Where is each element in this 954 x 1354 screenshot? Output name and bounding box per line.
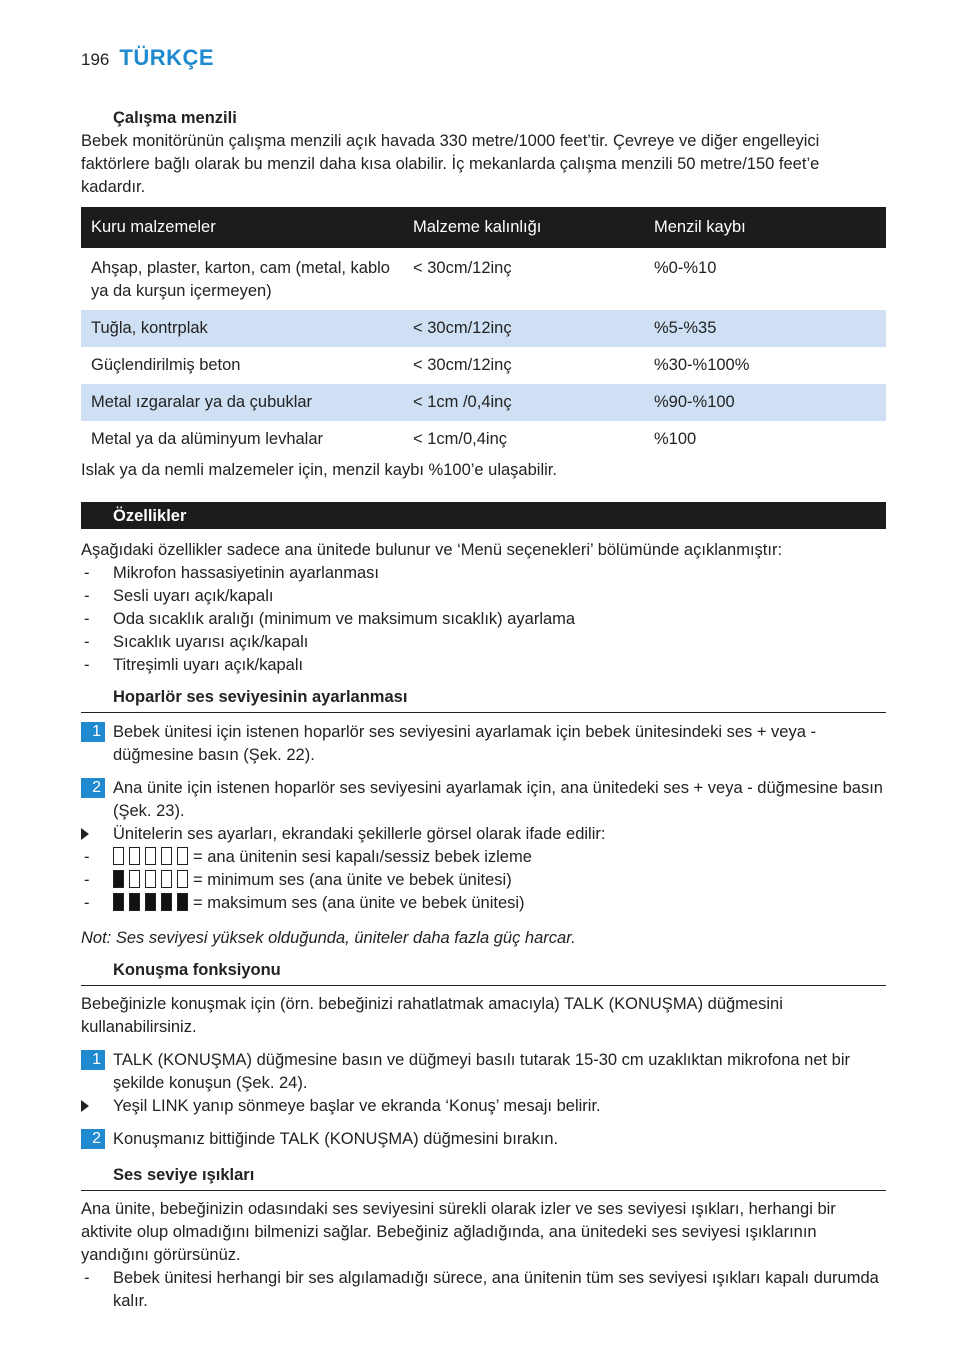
table-cell: Metal ızgaralar ya da çubuklar [81, 384, 403, 421]
step-number-badge: 2 [81, 778, 105, 798]
volume-level-text: = maksimum ses (ana ünite ve bebek ünitesi) [193, 894, 525, 912]
volume-bars-icon [113, 847, 188, 865]
step-text: TALK (KONUŞMA) düğmesine basın ve düğmeyi basılı tutarak 15-30 cm uzaklıktan mikrofona net bir şekilde konuşun (Şek. 24). [113, 1051, 851, 1092]
lights-list [81, 1267, 886, 1313]
range-section-title: Çalışma menzili [113, 109, 237, 127]
table-cell: %30-%100% [654, 356, 750, 374]
table-cell: Güçlendirilmiş beton [91, 356, 241, 374]
volume-level-item [81, 869, 886, 892]
step-number-badge: 1 [81, 1050, 105, 1070]
list-item: - Sıcaklık uyarısı açık/kapalı [81, 631, 886, 654]
lights-section-title: Ses seviye ışıkları [81, 1164, 886, 1191]
result-text: Ünitelerin ses ayarları, ekrandaki şekillerle görsel olarak ifade edilir: [113, 825, 606, 843]
list-item: - Titreşimli uyarı açık/kapalı [81, 654, 886, 677]
result-arrow-icon [81, 1100, 89, 1112]
table-cell: < 30cm/12inç [413, 356, 512, 374]
features-list [81, 562, 886, 677]
result-line [81, 823, 886, 846]
table-row [81, 347, 886, 384]
volume-bars-icon [113, 870, 188, 888]
table-cell: %0-%10 [654, 259, 717, 277]
column-header: Kuru malzemeler [81, 207, 403, 248]
step-2 [81, 777, 886, 823]
table-row [81, 421, 886, 458]
table-header-row [81, 207, 886, 248]
page-header [81, 46, 214, 71]
step-text: Ana ünite için istenen hoparlör ses seviyesini ayarlamak için, ana ünitedeki ses + veya - düğmesine basın (Şek. 23). [113, 779, 883, 820]
speaker-block [81, 721, 886, 950]
features-intro: Aşağıdaki özellikler sadece ana ünitede bulunur ve ‘Menü seçenekleri’ bölümünde açıklanmıştır: [81, 541, 783, 559]
volume-bars-icon [113, 893, 188, 911]
volume-level-item [81, 846, 886, 869]
table-row [81, 248, 886, 310]
table-cell: %90-%100 [644, 384, 886, 421]
step-number-badge: 1 [81, 722, 105, 742]
step-1 [81, 721, 886, 767]
volume-level-text: = ana ünitenin sesi kapalı/sessiz bebek izleme [193, 848, 532, 866]
power-note: Not: Ses seviyesi yüksek olduğunda, üniteler daha fazla güç harcar. [81, 929, 576, 947]
talk-block [81, 993, 886, 1151]
table-cell: Metal ya da alüminyum levhalar [91, 430, 324, 448]
talk-intro: Bebeğinizle konuşmak için (örn. bebeğinizi rahatlatmak amacıyla) TALK (KONUŞMA) düğmesini kullanabilirsiniz. [81, 995, 783, 1036]
wet-materials-note: Islak ya da nemli malzemeler için, menzil kaybı %100’e ulaşabilir. [81, 461, 557, 479]
table-row [81, 384, 886, 421]
features-section-title: Özellikler [81, 502, 886, 529]
step-text: Bebek ünitesi için istenen hoparlör ses seviyesini ayarlamak için bebek ünitesindeki ses + veya - düğmesine basın (Şek. 22). [113, 723, 816, 764]
talk-section-title: Konuşma fonksiyonu [81, 959, 886, 986]
column-header: Malzeme kalınlığı [403, 207, 644, 248]
lights-block [81, 1198, 886, 1313]
page-number: 196 [81, 50, 110, 69]
range-intro: Bebek monitörünün çalışma menzili açık havada 330 metre/1000 feet’tir. Çevreye ve diğer engelleyici faktörlere bağlı olarak bu menzil daha kısa olabilir. İç mekanlarda çalışma menzili 50 metre/150 feet’e kadardır. [81, 132, 820, 196]
talk-result-line [81, 1095, 886, 1118]
table-cell: < 30cm/12inç [403, 310, 644, 347]
volume-levels-list [81, 846, 886, 915]
talk-step-1 [81, 1049, 886, 1095]
result-arrow-icon [81, 828, 89, 840]
list-item: - Mikrofon hassasiyetinin ayarlanması [81, 562, 886, 585]
list-item: - Sesli uyarı açık/kapalı [81, 585, 886, 608]
step-number-badge: 2 [81, 1129, 105, 1149]
table-cell: Tuğla, kontrplak [81, 310, 403, 347]
speaker-section-title: Hoparlör ses seviyesinin ayarlanması [81, 686, 886, 713]
table-cell: < 1cm/0,4inç [413, 430, 508, 448]
result-text: Yeşil LINK yanıp sönmeye başlar ve ekranda ‘Konuş’ mesajı belirir. [113, 1097, 601, 1115]
column-header: Menzil kaybı [644, 207, 886, 248]
table-cell: %5-%35 [644, 310, 886, 347]
list-item: - Bebek ünitesi herhangi bir ses algılamadığı sürece, ana ünitenin tüm ses seviyesi ışıkları kapalı durumda kalır. [81, 1267, 886, 1313]
features-block [81, 539, 886, 677]
lights-intro: Ana ünite, bebeğinizin odasındaki ses seviyesini sürekli olarak izler ve ses seviyesi ışıkları, herhangi bir aktivite olup olmadığını bilmenizi sağlar. Bebeğiniz ağladığında, ana ünitedeki ses seviyesi ışıklarının yandığını görürsünüz. [81, 1200, 836, 1264]
table-cell: Ahşap, plaster, karton, cam (metal, kablo ya da kurşun içermeyen) [91, 259, 390, 300]
range-loss-table [81, 207, 886, 458]
list-item: - Oda sıcaklık aralığı (minimum ve maksimum sıcaklık) ayarlama [81, 608, 886, 631]
table-cell: < 30cm/12inç [413, 259, 512, 277]
volume-level-text: = minimum ses (ana ünite ve bebek ünitesi) [193, 871, 512, 889]
table-row [81, 310, 886, 347]
language-heading: TÜRKÇE [119, 45, 215, 70]
volume-level-item [81, 892, 886, 915]
table-cell: < 1cm /0,4inç [403, 384, 644, 421]
talk-step-2 [81, 1128, 886, 1151]
table-cell: %100 [654, 430, 697, 448]
step-text: Konuşmanız bittiğinde TALK (KONUŞMA) düğmesini bırakın. [113, 1130, 559, 1148]
